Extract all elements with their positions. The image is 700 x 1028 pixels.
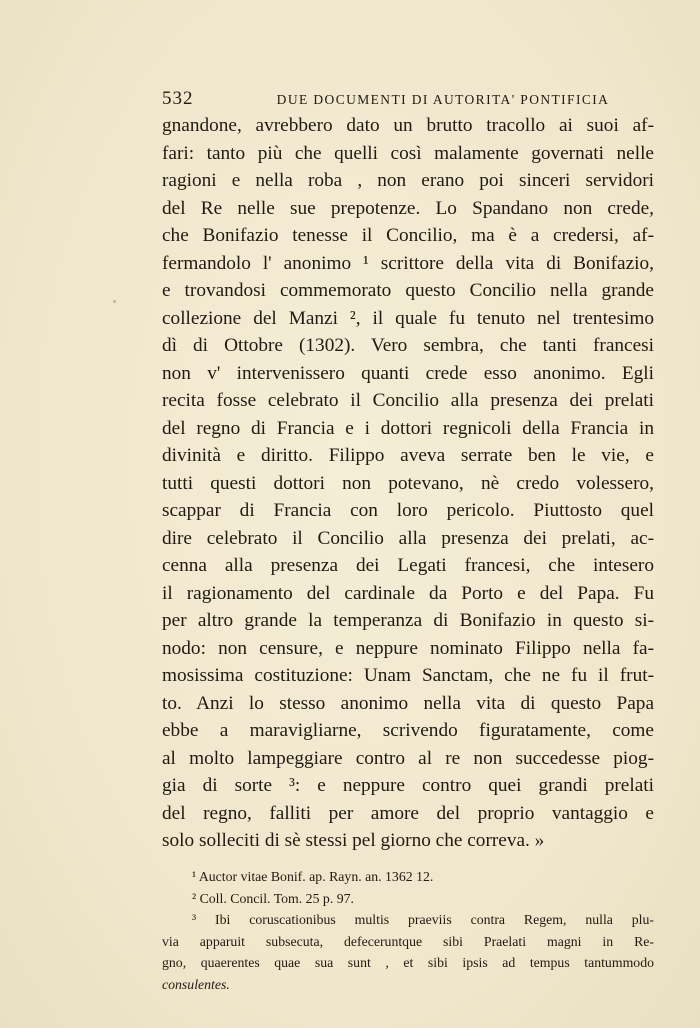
footnote-3: ³ Ibi coruscationibus multis praeviis contra Regem, nulla plu- [192, 912, 654, 927]
text-line: divinità e diritto. Filippo aveva serrate ben le vie, e [162, 445, 654, 466]
text-line: nodo: non censure, e neppure nominato Filippo nella fa- [162, 637, 654, 659]
text-line: ebbe a maravigliarne, scrivendo figuratamente, come [162, 720, 654, 741]
text-line: dì di Ottobre (1302). Vero sembra, che tanti francesi [162, 335, 654, 356]
footnotes [162, 866, 654, 995]
text-line: al molto lampeggiare contro al re non succedesse piog- [162, 747, 654, 769]
footnote-2: ² Coll. Concil. Tom. 25 p. 97. [192, 890, 354, 906]
text-line: del Re nelle sue prepotenze. Lo Spandano non crede, [162, 197, 654, 219]
text-line: scappar di Francia con loro pericolo. Piuttosto quel [162, 500, 654, 521]
text-line: cenna alla presenza dei Legati francesi, che intesero [162, 555, 654, 576]
footnote-3-line: consulentes. [162, 976, 230, 992]
text-line: che Bonifazio tenesse il Concilio, ma è a credersi, af- [162, 225, 654, 246]
text-line: fari: tanto più che quelli così malamente governati nelle [162, 142, 654, 164]
text-line: fermandolo l' anonimo ¹ scrittore della vita di Bonifazio, [162, 252, 654, 274]
text-line: per altro grande la temperanza di Bonifazio in questo si- [162, 610, 654, 631]
body-text [162, 112, 654, 855]
text-line: collezione del Manzi ², il quale fu tenuto nel trentesimo [162, 307, 654, 329]
text-line: mosissima costituzione: Unam Sanctam, che ne fu il frut- [162, 665, 654, 686]
text-line: gnandone, avrebbero dato un brutto tracollo ai suoi af- [162, 115, 654, 136]
footnote-3-line: via apparuit subsecuta, defeceruntque sibi Praelati magni in Re- [162, 933, 654, 949]
text-line: dire celebrato il Concilio alla presenza dei prelati, ac- [162, 527, 654, 549]
text-line: to. Anzi lo stesso anonimo nella vita di questo Papa [162, 692, 654, 714]
footnote-1: ¹ Auctor vitae Bonif. ap. Rayn. an. 1362 12. [192, 869, 434, 884]
running-title: DUE DOCUMENTI DI AUTORITA' PONTIFICIA [276, 92, 610, 107]
text-line: gia di sorte ³: e neppure contro quei grandi prelati [162, 775, 654, 796]
text-line: e trovandosi commemorato questo Concilio nella grande [162, 280, 654, 301]
paper-speck [113, 300, 116, 303]
running-head [162, 88, 654, 110]
page-number: 532 [162, 88, 194, 109]
text-line: non v' intervenissero quanti crede esso anonimo. Egli [162, 362, 654, 384]
text-line: del regno, falliti per amore del proprio vantaggio e [162, 802, 654, 824]
text-line: del regno di Francia e i dottori regnicoli della Francia in [162, 417, 654, 439]
text-line: tutti questi dottori non potevano, nè credo volessero, [162, 472, 654, 494]
text-line: ragioni e nella roba , non erano poi sinceri servidori [162, 170, 654, 191]
text-line: recita fosse celebrato il Concilio alla presenza dei prelati [162, 390, 654, 411]
text-line: solo solleciti di sè stessi pel giorno che correva. » [162, 830, 545, 851]
text-line: il ragionamento del cardinale da Porto e del Papa. Fu [162, 582, 654, 604]
footnote-3-line: gno, quaerentes quae sua sunt , et sibi ipsis ad tempus tantummodo [162, 955, 654, 970]
